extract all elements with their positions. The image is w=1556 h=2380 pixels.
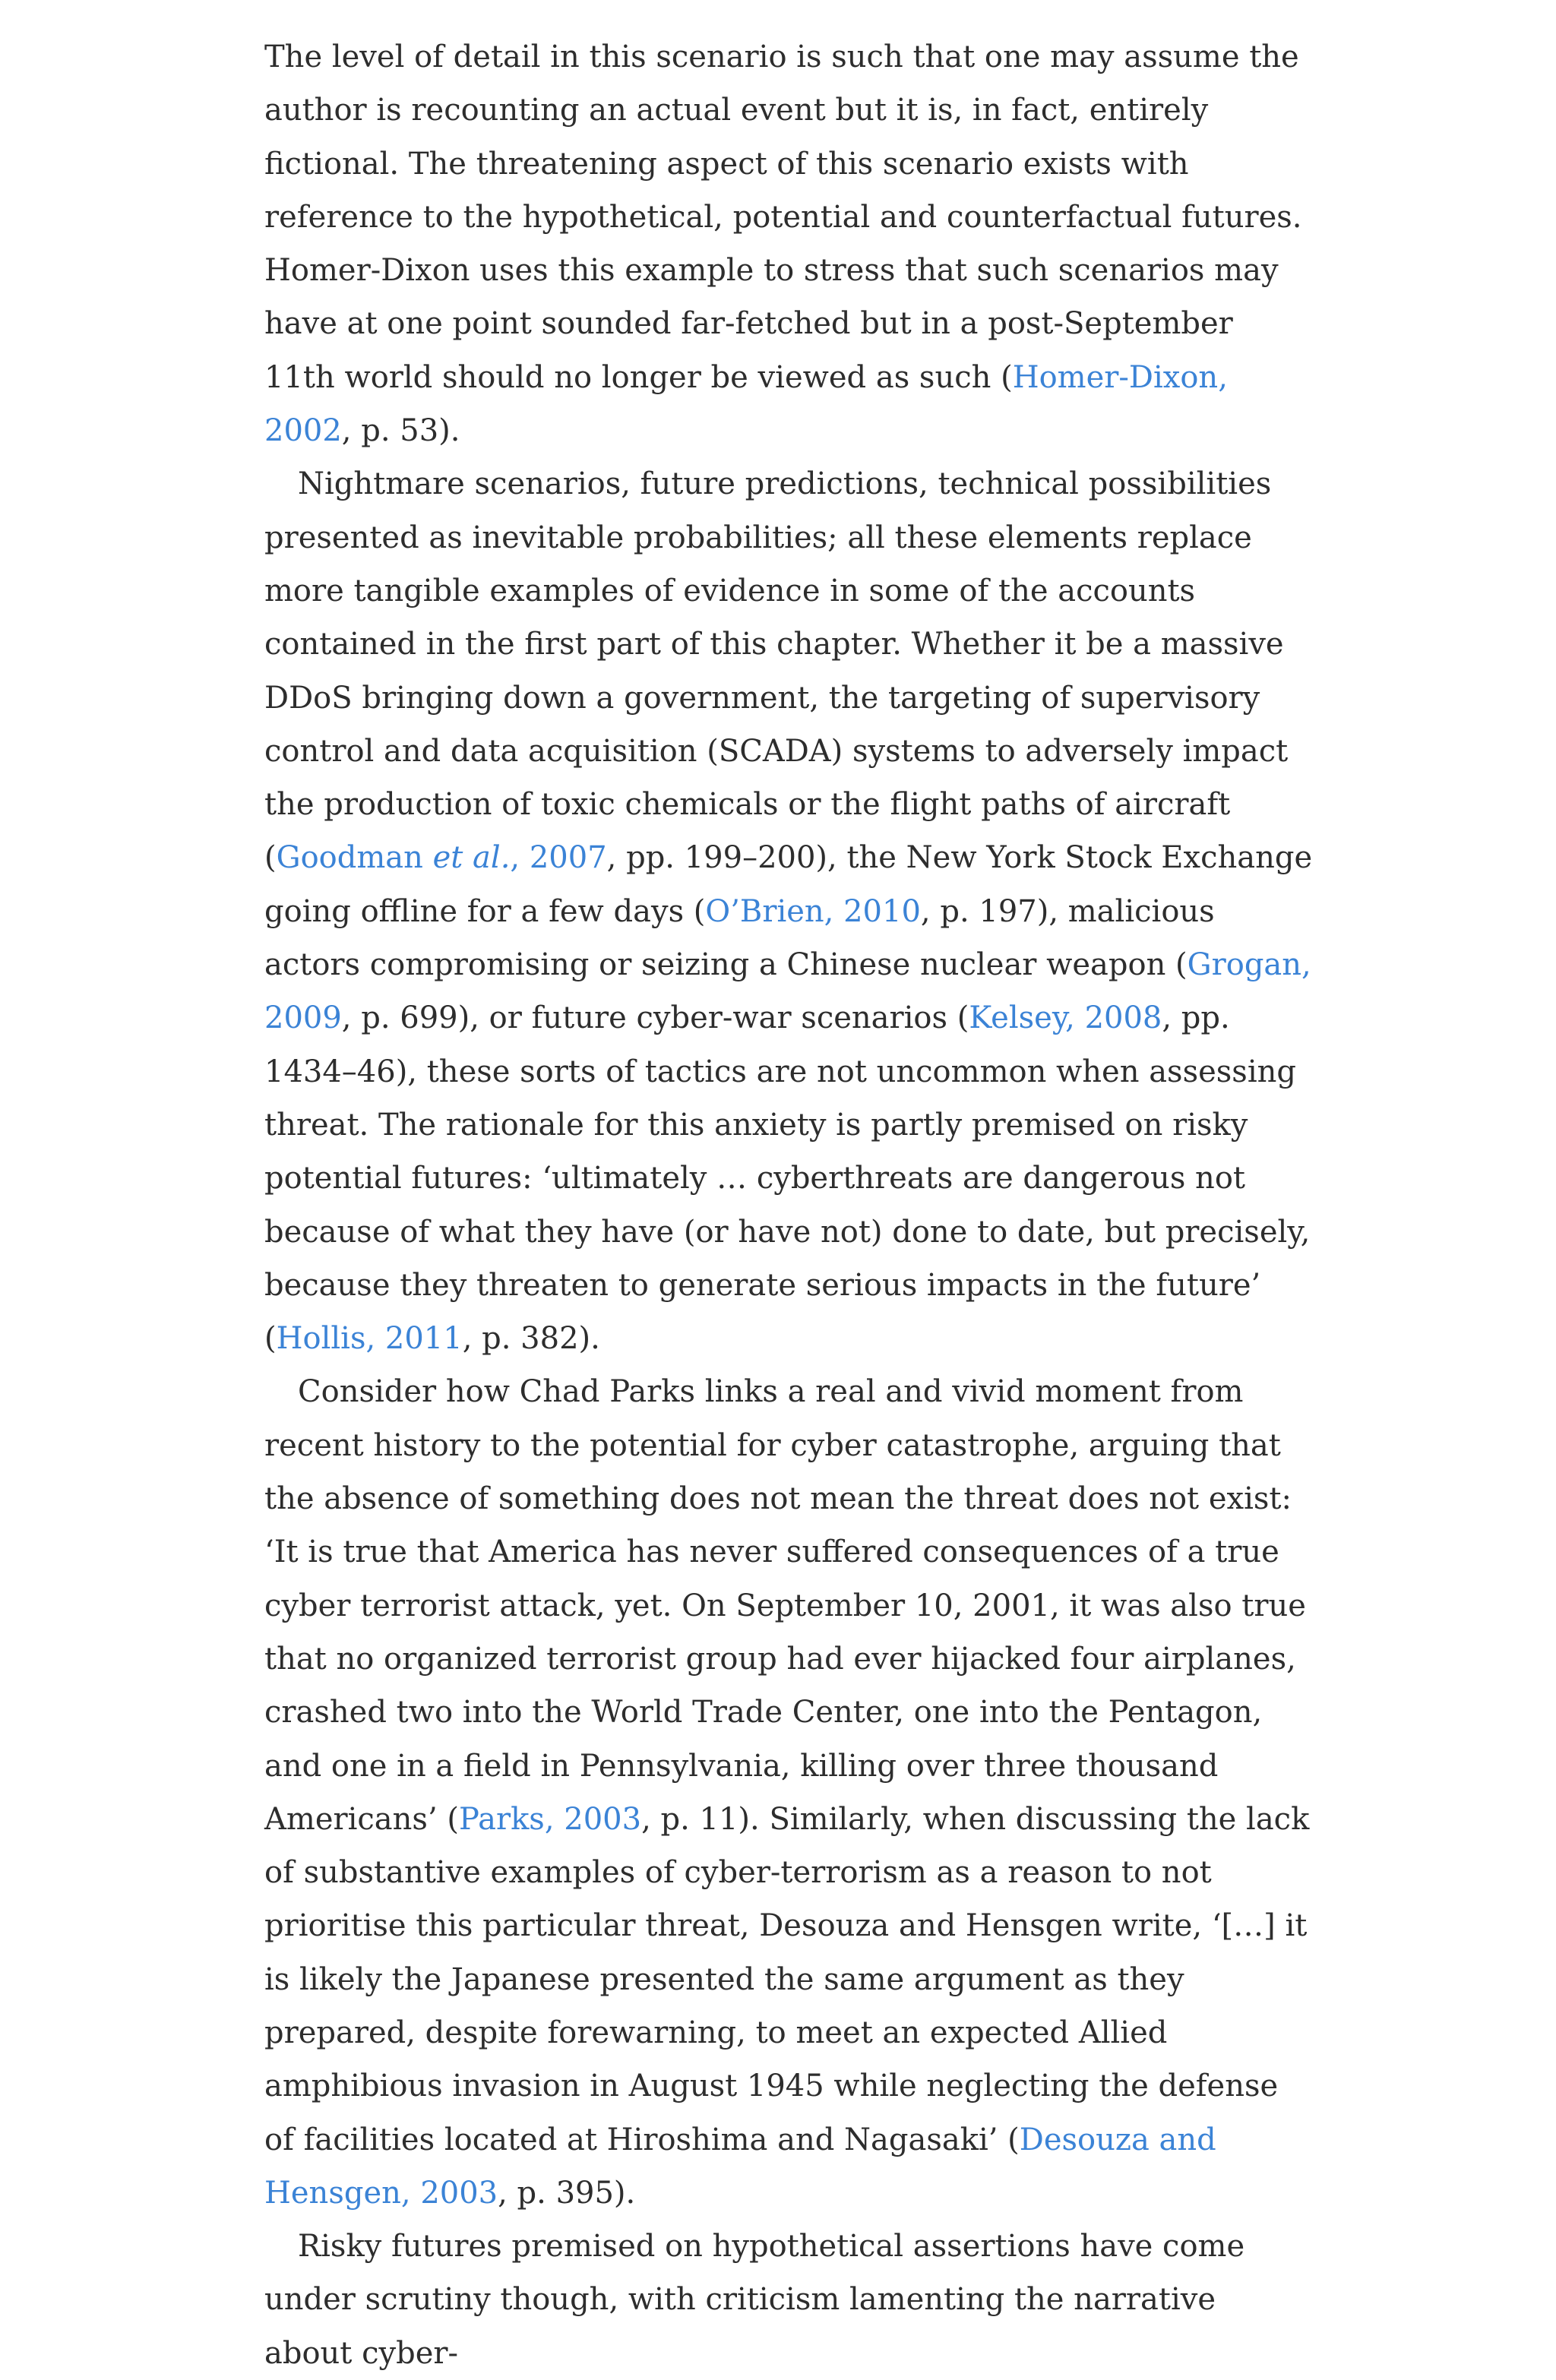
body-text: , p. 197), malicious actors compromising or seizing a Chinese nuclear weapon (: [264, 893, 1215, 983]
body-text: , pp. 1434–46), these sorts of tactics are not uncommon when assessing threat. The rationale for this anxiety is partly premised on risky potential futures: ‘ultimately … cyberthreats are dangerous not because of what they have (or have not) done to date, but precisely, because they threaten to generate serious impacts in the future’ (: [264, 1000, 1311, 1357]
citation-link[interactable]: Goodman: [276, 840, 433, 876]
citation-link[interactable]: Hollis, 2011: [276, 1321, 463, 1357]
citation-link[interactable]: , 2007: [510, 840, 607, 876]
paragraph: [264, 2220, 1313, 2380]
document-body: [264, 30, 1313, 2380]
citation-link[interactable]: [433, 840, 511, 875]
body-text: , p. 699), or future cyber-war scenarios (: [341, 1000, 969, 1036]
body-text: , p. 382).: [462, 1321, 600, 1357]
citation-link[interactable]: O’Brien, 2010: [705, 893, 921, 929]
body-text: , p. 53).: [341, 413, 460, 449]
paragraph: [264, 457, 1313, 1365]
citation-link[interactable]: Kelsey, 2008: [969, 1000, 1162, 1036]
body-text: Nightmare scenarios, future predictions, technical possibilities presented as inevitable probabilities; all these elements replace more tangible examples of evidence in some of the accounts contained in the first part of this chapter. Whether it be a massive DDoS bringing down a government, the targeting of supervisory control and data acquisition (SCADA) systems to adversely impact the production of toxic chemicals or the flight paths of aircraft (: [264, 466, 1289, 876]
body-text: , p. 395).: [498, 2175, 636, 2211]
paragraph: [264, 1365, 1313, 2220]
citation-link[interactable]: Homer-Dixon, 2002: [264, 359, 1228, 449]
body-text: , pp. 199–200), the New York Stock Exchange going offline for a few days (: [264, 840, 1313, 929]
citation-italic: et al.: [432, 840, 511, 876]
body-text: Consider how Chad Parks links a real and vivid moment from recent history to the potential for cyber catastrophe, arguing that the absence of something does not mean the threat does not exist: ‘It is true that America has never suffered consequences of a true cyber terrorist attack, yet. On September 10, 2001, it was also true that no organized terrorist group had ever hijacked four airplanes, crashed two into the World Trade Center, one into the Pentagon, and one in a field in Pennsylvania, killing over three thousand Americans’ (: [264, 1374, 1306, 1837]
body-text: The level of detail in this scenario is such that one may assume the author is recounting an actual event but it is, in fact, entirely fictional. The threatening aspect of this scenario exists with reference to the hypothetical, potential and counterfactual futures. Homer-Dixon uses this example to stress that such scenarios may have at one point sounded far-fetched but in a post-September 11th world should no longer be viewed as such (: [264, 40, 1302, 395]
citation-link[interactable]: Parks, 2003: [458, 1801, 642, 1837]
body-text: , p. 11). Similarly, when discussing the lack of substantive examples of cyber-terrorism as a reason to not prioritise this particular threat, Desouza and Hensgen write, ‘[…] it is likely the Japanese presented the same argument as they prepared, despite forewarning, to meet an expected Allied amphibious invasion in August 1945 while neglecting the defense of facilities located at Hiroshima and Nagasaki’ (: [264, 1801, 1310, 2157]
citation-link[interactable]: Grogan, 2009: [264, 947, 1311, 1036]
citation-link[interactable]: Desouza and Hensgen, 2003: [264, 2122, 1216, 2211]
body-text: Risky futures premised on hypothetical assertions have come under scrutiny though, with criticism lamenting the narrative about cyber-: [264, 2229, 1245, 2371]
paragraph: [264, 30, 1313, 457]
